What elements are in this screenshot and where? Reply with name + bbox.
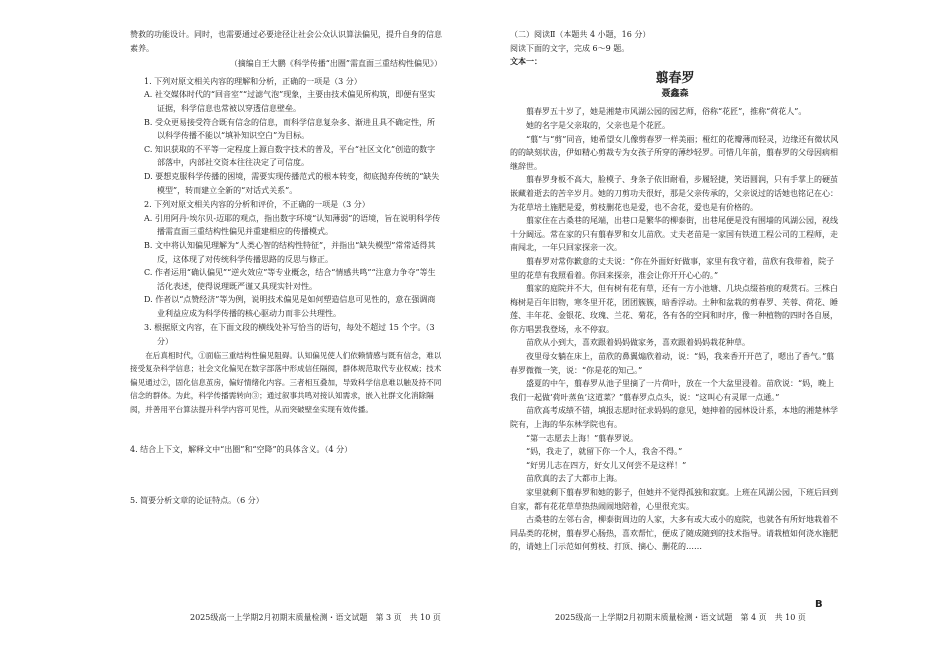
question-2-option-b: B. 文中将认知偏见理解为“人类心智的结构性特征”，并指出“缺失模型”常常适得其反，这体现了对传统科学传播思路的反思与修正。 xyxy=(144,240,436,264)
question-1-stem: 1. 下列对原文相关内容的理解和分析，正确的一项是（3 分） xyxy=(144,76,362,86)
question-1 xyxy=(130,75,442,197)
corner-mark: B xyxy=(815,599,823,610)
section-heading: （二）阅读Ⅱ（本题共 4 小题，16 分） xyxy=(510,30,651,39)
intro-text: 赞救的功能设计。同时，也需要通过必要途径让社会公众认识算法偏见，提升自身的信息素养。 xyxy=(130,30,442,53)
story-paragraph: 苗欣从小到大，喜欢跟着妈妈做家务，喜欢跟着妈妈栽花种草。 xyxy=(526,338,750,348)
question-1-option-d: D. 要想克服科学传播的困境，需要实现传播范式的根本转变，彻底抛弃传统的“缺失模型”，转而建立全新的“对话式关系”。 xyxy=(144,171,440,195)
question-2-option-a: A. 引用阿丹·埃尔贝-迈耶的观点，指出数字环境“认知薄弱”的语境，旨在说明科学传播需直面三重结构性偏见并重建相应的传播模式。 xyxy=(144,213,441,237)
story-author: 聂鑫森 xyxy=(661,88,689,99)
story-paragraph: 她的名字是父亲取的，父亲也是个花匠。 xyxy=(526,120,670,130)
question-3 xyxy=(130,321,442,416)
question-1-option-a: A. 社交媒体时代的“回音室”“过滤气泡”现象，主要由技术偏见所构筑，即便有坚实证据，科学信息也常被以穿透信息壁垒。 xyxy=(144,90,436,113)
question-3-stem: 3. 根据原文内容，在下面文段的横线处补写恰当的语句，每处不超过 15 个字。（3 分） xyxy=(144,323,435,347)
question-2 xyxy=(130,198,442,320)
story-paragraph: 盛夏的中午，翦春罗从池子里摘了一片荷叶，放在一个大盆里浸着。苗欣说：“妈，晚上我们一起做‘荷叶蒸鱼’这道菜？”翦春罗点点头，说：“这叫心有灵犀一点通。” xyxy=(510,379,835,402)
story-paragraph: 翦家住在古桑巷的尾端，出巷口是繁华的柳泰街，出巷尾便是没有围墙的风湖公园，视线十分阔远。常在家的只有翦春罗和女儿苗欣。丈夫老苗是一家国有铁道工程公司的工程师，走南闯北，一年只回家探亲一次。 xyxy=(510,216,838,253)
story-paragraph: “好男儿志在四方，好女儿又何尝不是这样！” xyxy=(526,460,687,470)
reading-instruction: 阅读下面的文字，完成 6～9 题。 xyxy=(510,43,630,53)
story-paragraph: “第一志愿去上海！”翦春罗说。 xyxy=(526,433,639,443)
right-page xyxy=(510,28,840,554)
story-paragraph: 古桑巷的左邻右舍，柳泰街周边的人家，大多有或大或小的庭院，也就各有所好地栽着不同品类的花树，翦春罗心肠热，喜欢帮忙，便成了随成随到的技术指导。请栽植如何浇水施肥的，请她上门示范如何剪枝、打顶、摘心、删花的…… xyxy=(510,515,838,552)
left-page xyxy=(130,28,442,508)
question-4: 4. 结合上下文，解释文中“出圈”和“空降”的具体含义。（4 分） xyxy=(130,444,353,454)
question-2-option-d: D. 作者以“点赞经济”等为例，说明技术偏见是如何塑造信息可见性的，意在强调商业利益应成为科学传播的核心驱动力而非公共理性。 xyxy=(144,295,436,318)
story-paragraph: “翦”与“剪”同音，她希望女儿像剪春罗一样美丽；桠红的花瓣薄而轻灵，边缘还有微状风的的缺刻状齿，伊如精心剪裁专为女孩子所穿的薄纱轻罗。可惜几年前，翦春罗的父母因病相继辞世。 xyxy=(510,134,839,171)
story-paragraph: 翦春罗五十岁了，她是湘楚市风湖公园的园艺师，俗称“花匠”，推称“荷花人”。 xyxy=(526,107,807,117)
footer-page-3: 2025级高一上学期2月初期末质量检测・语文试题 第 3 页 共 10 页 xyxy=(190,613,441,622)
story-paragraph: 家里就剩下翦春罗和她的影子，但她并不觉得孤独和寂寞。上班在风湖公园，下班后回到自家，都有花花草草热热闹闹地陪着，心里很充实。 xyxy=(510,488,838,511)
story-paragraph: 夜里母女躺在床上，苗欣的鼻翼煽欣着动，说：“妈，我来香开开芭了，嗯出了香气。”翦春罗微微一笑，说：“你是花的知己。” xyxy=(510,352,835,375)
story-paragraph: 苗欣高考成绩不错，填报志愿时征求妈妈的意见，她抻着的园林设计系，本地的湘楚林学院有，上海的华东林学院也有。 xyxy=(510,406,838,430)
footer-page-4: 2025级高一上学期2月初期末质量检测・语文试题 第 4 页 共 10 页 xyxy=(555,613,806,622)
text-label: 文本一： xyxy=(510,56,542,67)
story-paragraph: 翦家的庭院并不大，但有树有花有草，还有一方小池塘、几块点缀苔痕的观赏石。三株白梅树是百年旧物，寒冬里开花，团团簇簇，暗香浮动。土种和盆栽的剪春罗、芙蓉、荷花、睡莲、丰年花、金银花、玫瑰、兰花、菊花，各有各的空间和时序，像一种植物的四时各自展，你方唱罢我登场，永不停寂。 xyxy=(510,284,838,334)
question-2-stem: 2. 下列对原文相关内容的分析和评价，不正确的一项是（3 分） xyxy=(144,200,370,210)
story-paragraph: “妈，我走了，就留下你一个人，我舍不得。” xyxy=(526,447,683,457)
story-paragraph: 翦春罗身板不高大，脸模子、身条子依旧耐看，步履轻捷，笑语圆润，只有手掌上的硬茧嵌藏着逝去的苦辛岁月。她的刀剪功夫很好，那是父亲传承的，父亲说过的话她也铭记在心：为花草培土施肥是爱，剪枝删花也是爱，也不舍花，爱也是有价格的。 xyxy=(510,175,838,212)
source-note: （摘编自王大鹏《科学传播“出圈”需直面三重结构性偏见》） xyxy=(229,59,442,69)
question-1-option-c: C. 知识获取的不平等一定程度上源自数字技术的普及，平台“社区文化”创造的数字部落中，内部社交资本往往决定了可信度。 xyxy=(144,144,436,168)
story-title: 翦春罗 xyxy=(655,70,695,86)
question-2-option-c: C. 作者运用“确认偏见”“逆火效应”等专业概念，结合“情感共鸣”“注意力争夺”等生活化表述，使得说理既严谨又具现实针对性。 xyxy=(144,268,436,291)
question-1-option-b: B. 受众更易接受符合既有信念的信息，而科学信息复杂多、渐进且具不确定性，所以科学传播不能以“填补知识空白”为目标。 xyxy=(144,117,435,141)
question-3-passage: 在后真相时代，①面临三重结构性偏见阻碍。认知偏见使人们依赖情感与既有信念，难以接受复杂科学信息；社会文化偏见在数字部落中形成信任隔阂，群体规范取代专业权威；技术偏见通过②，固化信息茧房，偏好情绪化内容。三者相互叠加，导致科学信息难以触及持不同信念的群体。为此，科学传播需转向③；通过叙事共鸣对接认知需求，嵌入社群文化消除隔阂，并善用平台算法提升科学内容可见性，从而突破壁垒实现有效传播。 xyxy=(130,350,442,415)
question-5: 5. 简要分析文章的论证特点。（6 分） xyxy=(130,496,264,506)
story-paragraph: 苗欣真的去了大都市上海。 xyxy=(526,474,622,484)
story-paragraph: 翦春罗对常你歉意的丈夫说：“你在外面好好做事，家里有我守着，苗欣有我带着，院子里的花草有我照看着。你回来探亲，准会让你开开心心的。” xyxy=(510,256,835,280)
